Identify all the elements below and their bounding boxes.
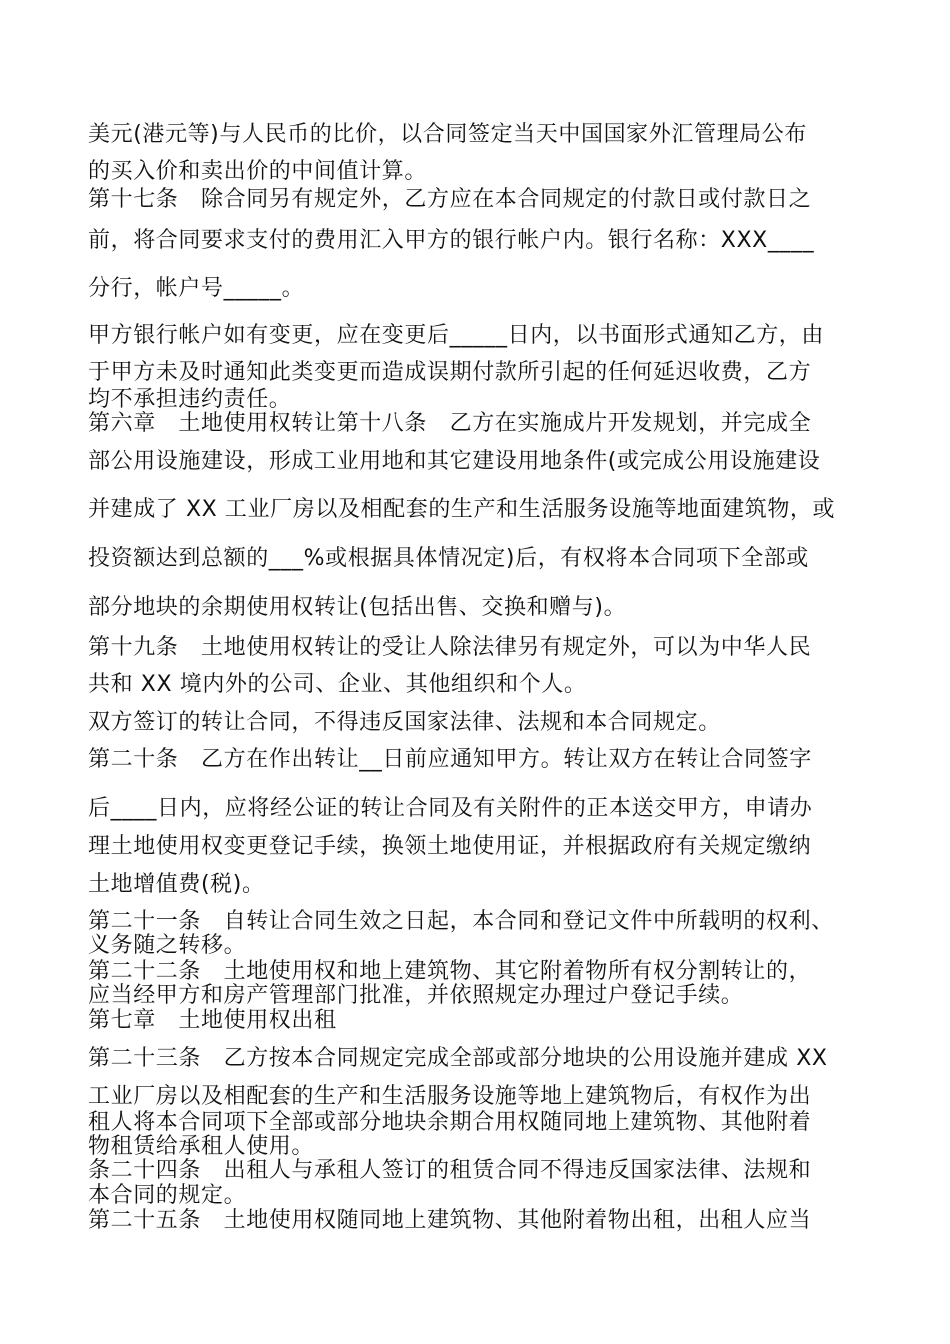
- text-line: 共和 XX 境内外的公司、企业、其他组织和个人。: [88, 672, 587, 697]
- text-line: 后____日内，应将经公证的转让合同及有关附件的正本送交甲方，申请办: [88, 796, 813, 821]
- text-line: 第二十五条 土地使用权随同地上建筑物、其他附着物出租，出租人应当: [88, 1208, 812, 1233]
- text-line: 物租赁给承租人使用。: [88, 1134, 315, 1159]
- text-line: 第十九条 土地使用权转让的受让人除法律另有规定外，可以为中华人民: [88, 635, 812, 660]
- text-line: 双方签订的转让合同，不得违反国家法律、法规和本合同规定。: [88, 710, 721, 735]
- text-line: 并建成了 XX 工业厂房以及相配套的生产和生活服务设施等地面建筑物，或: [88, 497, 836, 522]
- text-line: 第二十一条 自转让合同生效之日起，本合同和登记文件中所载明的权利、: [88, 909, 834, 934]
- text-line: 均不承担违约责任。: [88, 387, 292, 412]
- text-line: 前，将合同要求支付的费用汇入甲方的银行帐户内。银行名称：XXX____: [88, 228, 815, 253]
- text-line: 部公用设施建设，形成工业用地和其它建设用地条件(或完成公用设施建设: [88, 449, 821, 474]
- text-line: 分行，帐户号_____。: [88, 276, 305, 301]
- text-line: 美元(港元等)与人民币的比价，以合同签定当天中国国家外汇管理局公布: [88, 122, 807, 147]
- text-line: 工业厂房以及相配套的生产和生活服务设施等地上建筑物后，有权作为出: [88, 1084, 812, 1109]
- text-line: 第二十条 乙方在作出转让__日前应通知甲方。转让双方在转让合同签字: [88, 747, 812, 772]
- text-line: 第七章 土地使用权出租: [88, 1008, 337, 1033]
- text-line: 的买入价和卖出价的中间值计算。: [88, 159, 428, 184]
- text-line: 条二十四条 出租人与承租人签订的租赁合同不得违反国家法律、法规和: [88, 1158, 812, 1183]
- text-line: 应当经甲方和房产管理部门批准，并依照规定办理过户登记手续。: [88, 983, 744, 1008]
- text-line: 第二十三条 乙方按本合同规定完成全部或部分地块的公用设施并建成 XX: [88, 1046, 828, 1071]
- text-line: 投资额达到总额的___%或根据具体情况定)后，有权将本合同项下全部或: [88, 546, 809, 571]
- text-line: 第六章 土地使用权转让第十八条 乙方在实施成片开发规划，并完成全: [88, 411, 812, 436]
- text-line: 甲方银行帐户如有变更，应在变更后_____日内，以书面形式通知乙方，由: [88, 323, 825, 348]
- text-line: 理土地使用权变更登记手续，换领土地使用证，并根据政府有关规定缴纳: [88, 834, 812, 859]
- text-line: 第二十二条 土地使用权和地上建筑物、其它附着物所有权分割转让的，: [88, 959, 812, 984]
- text-line: 于甲方未及时通知此类变更而造成误期付款所引起的任何延迟收费，乙方: [88, 360, 812, 385]
- text-line: 第十七条 除合同另有规定外，乙方应在本合同规定的付款日或付款日之: [88, 187, 812, 212]
- text-line: 土地增值费(税)。: [88, 872, 265, 897]
- text-line: 租人将本合同项下全部或部分地块余期合用权随同地上建筑物、其他附着: [88, 1110, 812, 1135]
- text-line: 义务随之转移。: [88, 933, 247, 958]
- text-line: 部分地块的余期使用权转让(包括出售、交换和赠与)。: [88, 595, 627, 620]
- text-line: 本合同的规定。: [88, 1183, 247, 1208]
